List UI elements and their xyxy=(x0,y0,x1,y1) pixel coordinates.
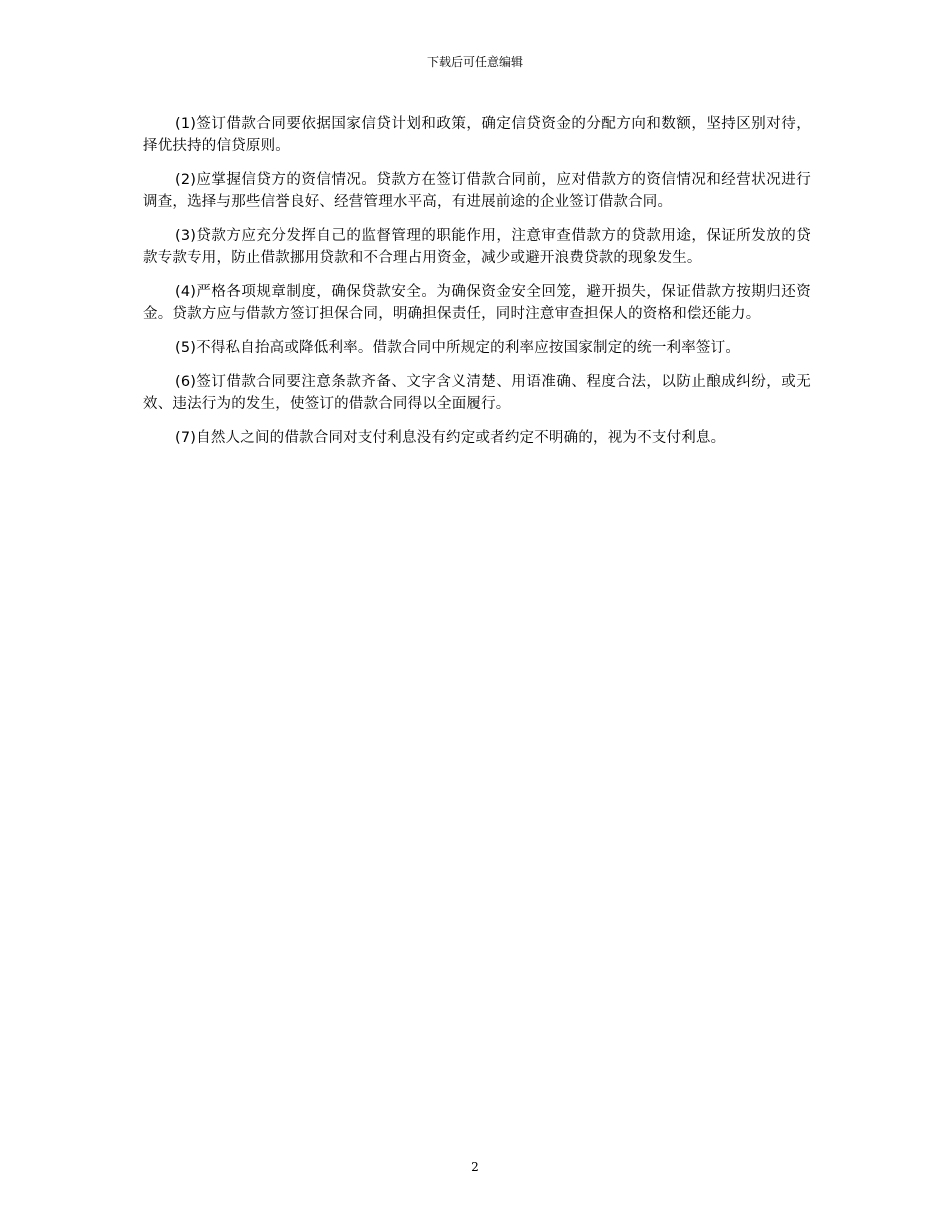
paragraph-6: (6)签订借款合同要注意条款齐备、文字含义清楚、用语准确、程度合法，以防止酿成纠纷，或无效、违法行为的发生，使签订的借款合同得以全面履行。 xyxy=(143,374,811,412)
document-body xyxy=(143,113,811,461)
page-number: 2 xyxy=(471,1160,479,1174)
paragraph-7: (7)自然人之间的借款合同对支付利息没有约定或者约定不明确的，视为不支付利息。 xyxy=(175,430,726,446)
paragraph-2: (2)应掌握信贷方的资信情况。贷款方在签订借款合同前，应对借款方的资信情况和经营状况进行调查，选择与那些信誉良好、经营管理水平高，有进展前途的企业签订借款合同。 xyxy=(143,172,811,210)
paragraph-3: (3)贷款方应充分发挥自己的监督管理的职能作用，注意审查借款方的贷款用途，保证所发放的贷款专款专用，防止借款挪用贷款和不合理占用资金，减少或避开浪费贷款的现象发生。 xyxy=(143,228,811,266)
paragraph-1: (1)签订借款合同要依据国家信贷计划和政策，确定信贷资金的分配方向和数额，坚持区别对待，择优扶持的信贷原则。 xyxy=(143,116,811,154)
paragraph-5: (5)不得私自抬高或降低利率。借款合同中所规定的利率应按国家制定的统一利率签订。 xyxy=(175,340,741,356)
page-header: 下载后可任意编辑 xyxy=(426,55,523,69)
paragraph-4: (4)严格各项规章制度，确保贷款安全。为确保资金安全回笼，避开损失，保证借款方按期归还资金。贷款方应与借款方签订担保合同，明确担保责任，同时注意审查担保人的资格和偿还能力。 xyxy=(143,284,811,322)
